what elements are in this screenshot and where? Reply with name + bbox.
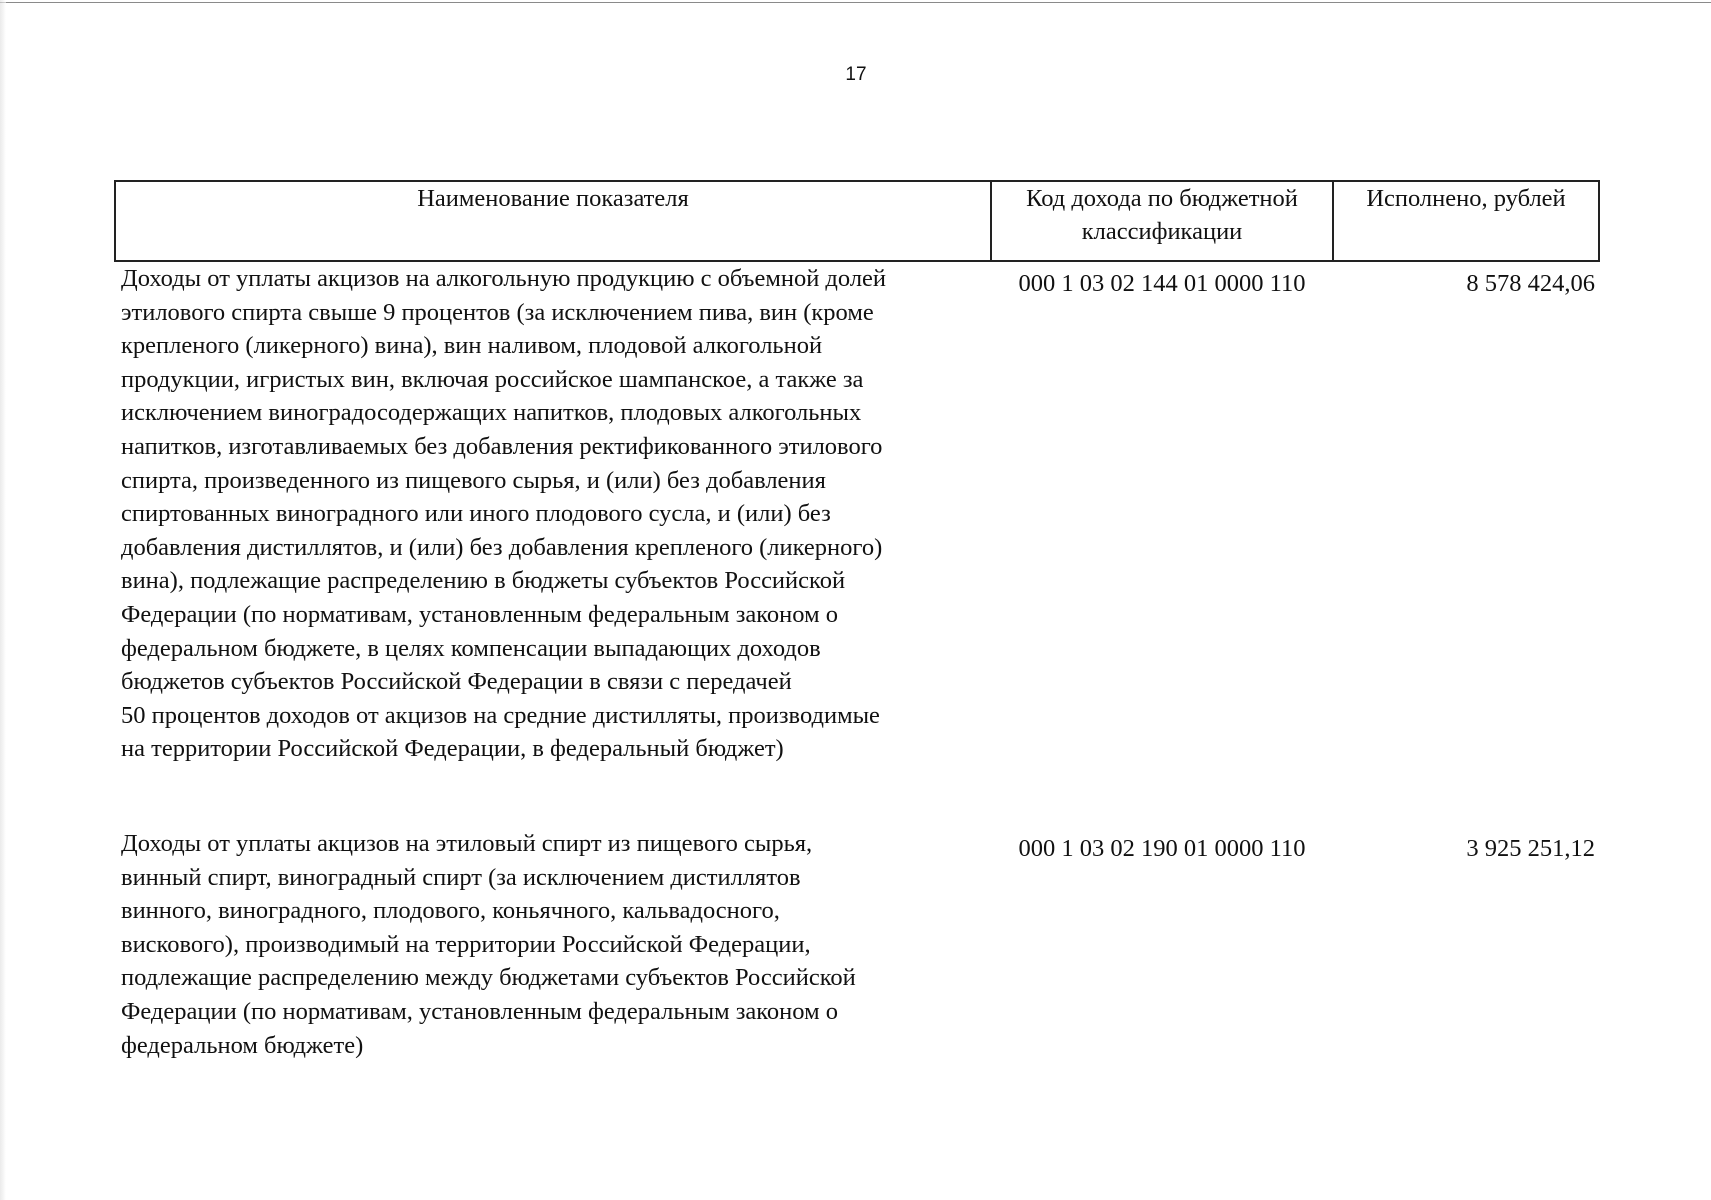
indicator-name-line: добавления дистиллятов, и (или) без добавления крепленого (ликерного) [121,533,883,561]
indicator-name-line: Доходы от уплаты акцизов на алкогольную продукцию с объемной долей [121,265,887,292]
header-budget-code: Код дохода по бюджетной классификации [991,181,1333,261]
indicator-name-line: напитков, изготавливаемых без добавления ректификованного этилового [121,432,883,460]
indicator-name-line: бюджетов субъектов Российской Федерации в связи с передачей [121,668,792,696]
budget-code-cell: 000 1 03 02 190 01 0000 110 [1018,835,1306,862]
indicator-name-line: федеральном бюджете) [121,1031,364,1059]
indicator-name-line: продукции, игристых вин, включая российское шампанское, а также за [121,365,864,393]
indicator-name-cell [115,827,991,1062]
indicator-name-line: на территории Российской Федерации, в федеральный бюджет) [121,735,784,763]
indicator-name-cell [115,261,991,827]
indicator-name-line: Федерации (по нормативам, установленным федеральным законом о [121,600,838,628]
scan-left-edge [0,0,6,1200]
indicator-name-line: Федерации (по нормативам, установленным федеральным законом о [121,997,838,1025]
executed-amount-cell: 8 578 424,06 [1466,270,1595,297]
indicator-name-line: этилового спирта свыше 9 процентов (за исключением пива, вин (кроме [121,298,874,326]
table-header-row [115,181,1599,261]
indicator-name-line: крепленого (ликерного) вина), вин наливом, плодовой алкогольной [121,332,823,360]
indicator-name-line: винный спирт, виноградный спирт (за исключением дистиллятов [121,863,801,891]
header-indicator-name: Наименование показателя [115,181,991,261]
indicator-name-line: спиртованных виноградного или иного плодового сусла, и (или) без [121,500,831,528]
indicator-name-line: 50 процентов доходов от акцизов на средние дистилляты, производимые [121,701,880,729]
page-number: 17 [845,64,867,85]
table-row [115,827,1599,1062]
scan-top-edge [0,2,1711,3]
indicator-name-line: вина), подлежащие распределению в бюджеты субъектов Российской [121,567,846,595]
indicator-name-line: вискового), производимый на территории Российской Федерации, [121,930,811,958]
indicator-name-line: спирта, произведенного из пищевого сырья, и (или) без добавления [121,466,826,494]
indicator-name-line: подлежащие распределению между бюджетами субъектов Российской [121,964,856,992]
indicator-name-line: Доходы от уплаты акцизов на этиловый спирт из пищевого сырья, [121,830,813,857]
revenue-table [114,180,1600,1062]
table-row [115,261,1599,827]
header-executed-amount: Исполнено, рублей [1333,181,1599,261]
indicator-name-line: федеральном бюджете, в целях компенсации выпадающих доходов [121,634,821,662]
indicator-name-line: винного, виноградного, плодового, коньячного, кальвадосного, [121,897,780,925]
indicator-name-line: исключением виноградосодержащих напитков, плодовых алкогольных [121,399,862,427]
budget-code-cell: 000 1 03 02 144 01 0000 110 [1018,270,1306,297]
executed-amount-cell: 3 925 251,12 [1466,835,1595,862]
